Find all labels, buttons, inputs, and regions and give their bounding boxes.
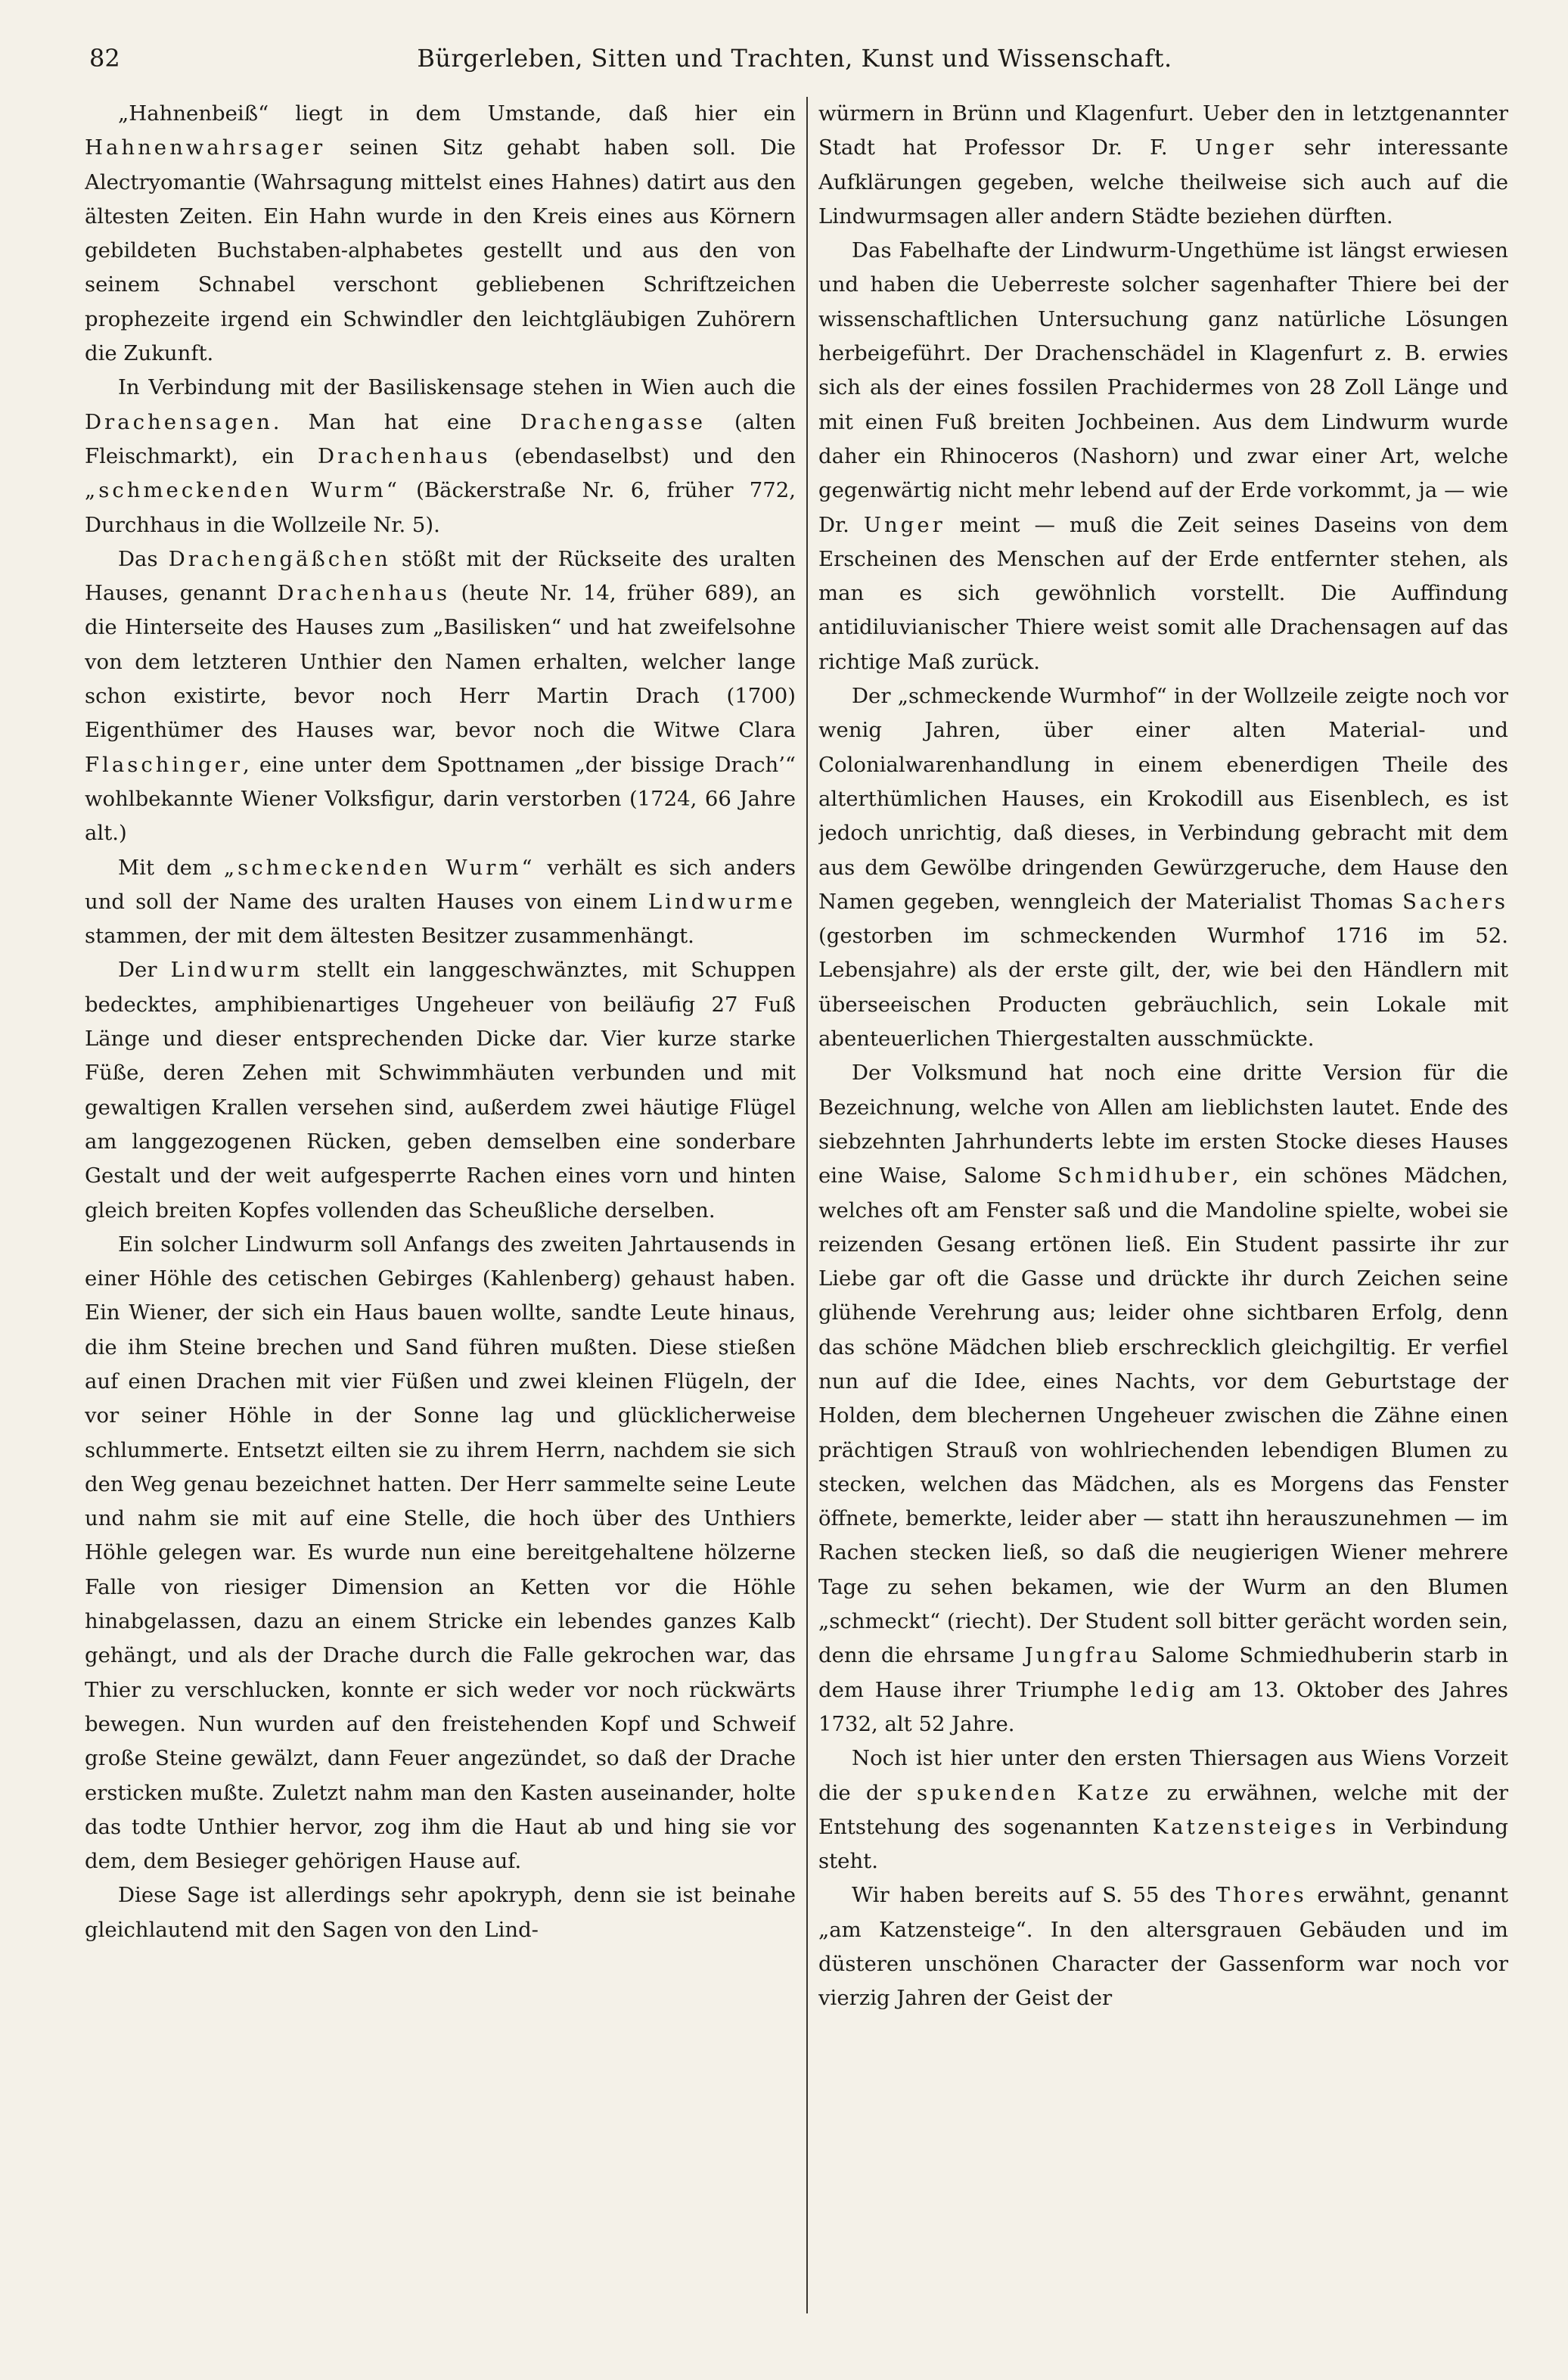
spaced-emphasis: Katzensteiges: [1152, 1814, 1340, 1839]
spaced-emphasis: Schmidhuber: [1057, 1164, 1232, 1188]
paragraph-q5: [818, 1742, 1508, 1878]
paragraph-q2: [818, 234, 1508, 679]
running-head: Bürgerleben, Sitten und Trachten, Kunst und Wissenschaft.: [417, 44, 1172, 73]
paragraph-p3: [85, 542, 796, 851]
text-run: . Man hat eine: [272, 409, 520, 434]
paragraph-p2: [85, 371, 796, 542]
text-run: meint — muß die Zeit seines Daseins von dem Erscheinen des Menschen auf der Erde entfernter stehen, als man es sich gewöhnlich vorstellt. Die Auffindung antidiluvianischer Thiere weist somit alle Drachensagen auf das richtige Maß zurück.: [818, 512, 1508, 674]
text-run: (ebendaselbst) und den: [490, 443, 796, 468]
text-run: Der „schmeckende Wurmhof“ in der Wollzeile zeigte noch vor wenig Jahren, über einer alten Material- und Colonialwarenhandlung in einem ebenerdigen Theile des alterthümlichen Hauses, ein Krokodill aus Eisenblech, es ist jedoch unrichtig, daß dieses, in Verbindung gebracht mit dem aus dem Gewölbe dringenden Gewürzgeruche, dem Hause den Namen gegeben, wenngleich der Materialist Thomas: [818, 684, 1508, 914]
text-run: , ein schönes Mädchen, welches oft am Fenster saß und die Mandoline spielte, wobei sie reizenden Gesang ertönen ließ. Ein Student passirte ihr zur Liebe gar oft die Gasse und drückte ihr durch Zeichen seine glühende Verehrung aus; leider ohne sichtbaren Erfolg, denn das schöne Mädchen blieb erschrecklich gleichgiltig. Er verfiel nun auf die Idee, eines Nachts, vor dem Geburtstage der Holden, dem blechernen Ungeheuer zwischen die Zähne einen prächtigen Strauß von wohlriechenden lebendigen Blumen zu stecken, welchen das Mädchen, als es Morgens das Fenster öffnete, bemerkte, leider aber — statt ihn herauszunehmen — im Rachen stecken ließ, so daß die neugierigen Wiener mehrere Tage zu sehen bekamen, wie der Wurm an den Blumen „schmeckt“ (riecht). Der Student soll bitter gerächt worden sein, denn die ehrsame: [818, 1164, 1508, 1668]
text-run: zu erwähnen, welche mit der Entstehung des sogenannten: [818, 1780, 1508, 1839]
column-divider: [806, 97, 808, 2313]
text-run: Diese Sage ist allerdings sehr apokryph, denn sie ist beinahe gleichlautend mit den Sagen von den Lind-: [85, 1883, 796, 1942]
spaced-emphasis: Thores: [1216, 1883, 1307, 1908]
text-run: seinen Sitz gehabt haben soll. Die Alectryomantie (Wahrsagung mittelst eines Hahnes) datirt aus den ältesten Zeiten. Ein Hahn wurde in den Kreis eines aus Körnern gebildeten Buchstaben-alphabetes gestellt und aus den von seinem Schnabel verschont gebliebenen Schriftzeichen prophezeite irgend ein Schwindler den leichtgläubigen Zuhörern die Zukunft.: [85, 135, 796, 366]
text-run: stammen, der mit dem ältesten Besitzer zusammenhängt.: [85, 924, 694, 949]
text-run: In Verbindung mit der Basiliskensage stehen in Wien auch die: [118, 375, 796, 400]
text-run: , eine unter dem Spottnamen „der bissige Drach’“ wohlbekannte Wiener Volksfigur, darin verstorben (1724, 66 Jahre alt.): [85, 752, 796, 846]
text-run: „Hahnenbeiß“ liegt in dem Umstande, daß hier ein: [118, 101, 796, 126]
text-run: Das: [118, 546, 169, 571]
paragraph-q6: [818, 1878, 1508, 2015]
right-text-column: [818, 97, 1508, 2351]
text-run: Wir haben bereits auf S. 55 des: [852, 1883, 1216, 1908]
page-header: [89, 44, 1500, 77]
spaced-emphasis: Drachenhaus: [277, 581, 451, 606]
text-run: Noch ist hier unter den ersten Thiersagen aus Wiens Vorzeit die der: [818, 1746, 1508, 1805]
spaced-emphasis: Unger: [863, 512, 945, 537]
text-run: Mit dem: [118, 855, 224, 880]
text-run: (gestorben im schmeckenden Wurmhof 1716 im 52. Lebensjahre) als der erste gilt, der, wie bei den Händlern mit überseeischen Producten gebräuchlich, sein Lokale mit abenteuerlichen Thiergestalten ausschmückte.: [818, 924, 1508, 1052]
spaced-emphasis: Drachensagen: [85, 409, 273, 434]
paragraph-p7: [85, 1878, 796, 1947]
spaced-emphasis: Drachengasse: [520, 409, 706, 434]
page-number: 82: [89, 44, 120, 73]
spaced-emphasis: „schmeckenden Wurm“: [85, 478, 400, 503]
spaced-emphasis: Sachers: [1402, 889, 1508, 914]
text-run: Der Volksmund hat noch eine dritte Version für die Bezeichnung, welche von Allen am lieblichsten lautet. Ende des siebzehnten Jahrhunderts lebte im ersten Stocke dieses Hauses eine Waise, Salome: [818, 1061, 1508, 1188]
paragraph-p6: [85, 1228, 796, 1879]
spaced-emphasis: Drachengäßchen: [168, 546, 391, 571]
paragraph-q3: [818, 679, 1508, 1056]
spaced-emphasis: Lindwurm: [170, 958, 303, 983]
left-text-column: [85, 97, 796, 2351]
text-run: am 13. Oktober des Jahres 1732, alt 52 Jahre.: [818, 1677, 1508, 1736]
paragraph-q4: [818, 1056, 1508, 1742]
text-run: stößt mit der Rückseite des uralten Hauses, genannt: [85, 546, 796, 606]
text-run: verhält es sich anders und soll der Name des uralten Hauses von einem: [85, 855, 796, 914]
spaced-emphasis: Jungfrau: [1024, 1643, 1141, 1668]
text-run: in Verbindung steht.: [818, 1814, 1508, 1874]
text-run: Das Fabelhafte der Lindwurm-Ungethüme ist längst erwiesen und haben die Ueberreste solcher sagenhafter Thiere bei der wissenschaftlichen Untersuchung ganz natürliche Lösungen herbeigeführt. Der Drachenschädel in Klagenfurt z. B. erwies sich als der eines fossilen Prachidermes von 28 Zoll Länge und mit einen Fuß breiten Jochbeinen. Aus dem Lindwurm wurde daher ein Rhinoceros (Nashorn) und zwar einer Art, welche gegenwärtig nicht mehr lebend auf der Erde vorkommt, ja — wie Dr.: [818, 238, 1508, 537]
text-run: würmern in Brünn und Klagenfurt. Ueber den in letztgenannter Stadt hat Professor Dr. F.: [818, 101, 1508, 160]
spaced-emphasis: Hahnenwahrsager: [85, 135, 326, 160]
spaced-emphasis: „schmeckenden Wurm“: [223, 855, 536, 880]
text-run: Salome Schmiedhuberin starb in dem Hause ihrer Triumphe: [818, 1643, 1508, 1702]
paragraph-p4: [85, 851, 796, 954]
spaced-emphasis: spukenden Katze: [917, 1780, 1152, 1805]
text-run: stellt ein langgeschwänztes, mit Schuppen bedecktes, amphibienartiges Ungeheuer von beiläufig 27 Fuß Länge und dieser entsprechenden Dicke dar. Vier kurze starke Füße, deren Zehen mit Schwimmhäuten verbunden und mit gewaltigen Krallen versehen sind, außerdem zwei häutige Flügel am langgezogenen Rücken, geben demselben eine sonderbare Gestalt und der weit aufgesperrte Rachen eines vorn und hinten gleich breiten Kopfes vollenden das Scheußliche derselben.: [85, 958, 796, 1223]
text-run: sehr interessante Aufklärungen gegeben, welche theilweise sich auch auf die Lindwurmsagen aller andern Städte beziehen dürften.: [818, 135, 1508, 228]
text-run: erwähnt, genannt „am Katzensteige“. In den altersgrauen Gebäuden und im düsteren unschönen Character der Gassenform war noch vor vierzig Jahren der Geist der: [818, 1883, 1508, 2011]
spaced-emphasis: Flaschinger: [85, 752, 244, 777]
text-run: (heute Nr. 14, früher 689), an die Hinterseite des Hauses zum „Basilisken“ und hat zweifelsohne von dem letzteren Unthier den Namen erhalten, welcher lange schon existirte, bevor noch Herr Martin Drach (1700) Eigenthümer des Hauses war, bevor noch die Witwe Clara: [85, 581, 796, 743]
spaced-emphasis: ledig: [1130, 1677, 1198, 1702]
paragraph-p1: [85, 97, 796, 371]
text-run: Ein solcher Lindwurm soll Anfangs des zweiten Jahrtausends in einer Höhle des cetischen Gebirges (Kahlenberg) gehaust haben. Ein Wiener, der sich ein Haus bauen wollte, sandte Leute hinaus, die ihm Steine brechen und Sand führen mußten. Diese stießen auf einen Drachen mit vier Füßen und zwei kleinen Flügeln, der vor seiner Höhle in der Sonne lag und glücklicherweise schlummerte. Entsetzt eilten sie zu ihrem Herrn, nachdem sie sich den Weg genau bezeichnet hatten. Der Herr sammelte seine Leute und nahm sie mit auf eine Stelle, die hoch über des Unthiers Höhle gelegen war. Es wurde nun eine bereitgehaltene hölzerne Falle von riesiger Dimension an Ketten vor die Höhle hinabgelassen, dazu an einem Stricke ein lebendes ganzes Kalb gehängt, und als der Drache durch die Falle gekrochen war, das Thier zu verschlucken, konnte er sich weder vor noch rückwärts bewegen. Nun wurden auf den freistehenden Kopf und Schweif große Steine gewälzt, dann Feuer angezündet, so daß der Drache ersticken mußte. Zuletzt nahm man den Kasten auseinander, holte das todte Unthier hervor, zog ihm die Haut ab und hing sie vor dem, dem Besieger gehörigen Hause auf.: [85, 1232, 796, 1874]
text-run: Der: [118, 958, 171, 983]
spaced-emphasis: Unger: [1194, 135, 1277, 160]
paragraph-p5: [85, 953, 796, 1227]
text-run: (Bäckerstraße Nr. 6, früher 772, Durchhaus in die Wollzeile Nr. 5).: [85, 478, 796, 537]
text-run: (alten Fleischmarkt), ein: [85, 409, 796, 468]
spaced-emphasis: Drachenhaus: [318, 443, 491, 468]
paragraph-q1: [818, 97, 1508, 234]
spaced-emphasis: Lindwurme: [647, 889, 796, 914]
